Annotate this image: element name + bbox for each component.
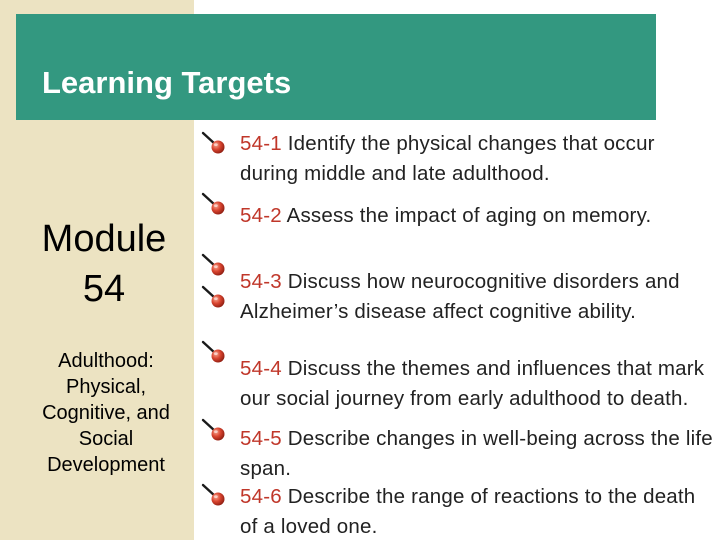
module-subtitle: [24, 348, 188, 478]
learning-target-54-4: [240, 354, 714, 413]
target-text: Identify the physical changes that occur during middle and late adulthood.: [240, 132, 655, 185]
pin-ball-icon: [201, 483, 227, 509]
module-subtitle-line: Adulthood:: [58, 350, 154, 372]
target-number: 54-6: [240, 485, 282, 508]
module-subtitle-line: Physical,: [65, 376, 147, 398]
module-subtitle-line: Cognitive, and: [42, 402, 170, 424]
header-bar: [16, 14, 656, 120]
target-number: 54-1: [240, 132, 282, 155]
page-title: Learning Targets: [42, 65, 292, 100]
target-number: 54-2: [240, 204, 282, 227]
learning-target-54-1: [240, 129, 714, 188]
learning-target-54-5: [240, 424, 714, 483]
pin-ball-icon: [201, 131, 227, 157]
target-text: Assess the impact of aging on memory.: [281, 204, 652, 227]
module-number: 54: [82, 268, 126, 310]
module-title: [14, 214, 194, 314]
target-number: 54-5: [240, 427, 282, 450]
learning-target-54-6: [240, 482, 714, 541]
module-subtitle-line: Social: [78, 428, 134, 450]
target-number: 54-3: [240, 270, 282, 293]
target-text: Describe changes in well-being across the life span.: [240, 427, 713, 480]
pin-ball-icon: [201, 418, 227, 444]
module-subtitle-line: Development: [47, 454, 165, 476]
module-title-line: Module: [41, 218, 167, 260]
target-text: Discuss how neurocognitive disorders and Alzheimer’s disease affect cognitive ability.: [240, 270, 680, 323]
pin-ball-icon: [201, 253, 227, 279]
target-number: 54-4: [240, 357, 282, 380]
target-text: Describe the range of reactions to the death of a loved one.: [240, 485, 696, 538]
pin-ball-icon: [201, 285, 227, 311]
pin-ball-icon: [201, 340, 227, 366]
learning-target-54-2: [240, 201, 714, 231]
learning-target-54-3: [240, 267, 714, 326]
pin-ball-icon: [201, 192, 227, 218]
target-text: Discuss the themes and influences that mark our social journey from early adulthood to death.: [240, 357, 705, 410]
